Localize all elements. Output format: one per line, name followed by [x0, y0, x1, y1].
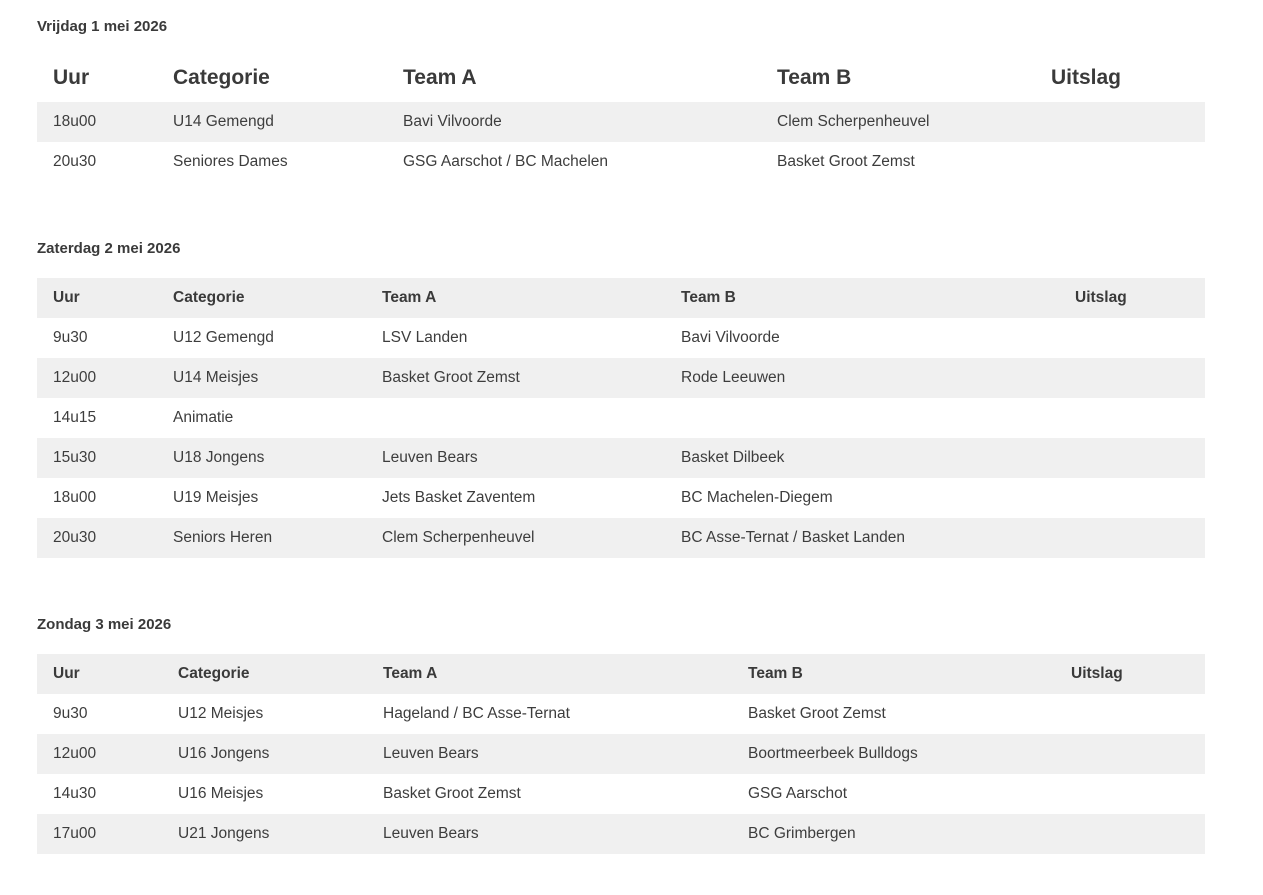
match-team-b: Boortmeerbeek Bulldogs: [748, 745, 918, 762]
schedule-table-friday: [37, 54, 1205, 182]
match-time: 12u00: [53, 745, 97, 762]
table-row: [37, 814, 1205, 854]
match-team-b: Basket Groot Zemst: [777, 153, 915, 170]
column-header-result: Uitslag: [1075, 289, 1127, 306]
match-result: [1075, 478, 1205, 518]
match-result: [1071, 734, 1205, 774]
match-time: 20u30: [53, 529, 97, 546]
match-team-b: Basket Groot Zemst: [748, 705, 886, 722]
table-row: [37, 438, 1205, 478]
match-category: U19 Meisjes: [173, 489, 259, 506]
match-category: U21 Jongens: [178, 825, 270, 842]
match-team-b: BC Machelen-Diegem: [681, 489, 833, 506]
match-result: [1075, 358, 1205, 398]
column-header-team-a: Team A: [383, 665, 438, 682]
table-header-row: [37, 278, 1205, 318]
match-team-b: GSG Aarschot: [748, 785, 848, 802]
table-header-row: [37, 654, 1205, 694]
schedule-table-sunday: [37, 654, 1205, 854]
day-title-friday: Vrijdag 1 mei 2026: [37, 18, 168, 35]
table-row: [37, 478, 1205, 518]
match-result: [1071, 774, 1205, 814]
table-row: [37, 358, 1205, 398]
match-time: 17u00: [53, 825, 97, 842]
match-result: [1075, 438, 1205, 478]
match-result: [1075, 318, 1205, 358]
match-team-b: BC Grimbergen: [748, 825, 856, 842]
match-team-a: Basket Groot Zemst: [382, 369, 520, 386]
table-row: [37, 518, 1205, 558]
match-team-a: Basket Groot Zemst: [383, 785, 521, 802]
match-team-a: LSV Landen: [382, 329, 468, 346]
match-time: 9u30: [53, 329, 88, 346]
match-result: [1075, 398, 1205, 438]
match-result: [1071, 814, 1205, 854]
match-category: U16 Jongens: [178, 745, 270, 762]
schedule-table-saturday: [37, 278, 1205, 558]
column-header-team-b: Team B: [748, 665, 803, 682]
day-title-sunday: Zondag 3 mei 2026: [37, 616, 172, 633]
table-row: [37, 774, 1205, 814]
match-time: 18u00: [53, 489, 97, 506]
match-team-a: Hageland / BC Asse-Ternat: [383, 705, 570, 722]
table-row: [37, 318, 1205, 358]
match-category: Seniores Dames: [173, 153, 288, 170]
match-time: 14u30: [53, 785, 97, 802]
match-team-a: GSG Aarschot / BC Machelen: [403, 153, 609, 170]
match-team-b: BC Asse-Ternat / Basket Landen: [681, 529, 906, 546]
match-team-a: Clem Scherpenheuvel: [382, 529, 535, 546]
match-time: 18u00: [53, 113, 97, 130]
column-header-team-b: Team B: [777, 66, 852, 89]
match-result: [1071, 694, 1205, 734]
match-category: U14 Gemengd: [173, 113, 274, 130]
match-time: 15u30: [53, 449, 97, 466]
column-header-result: Uitslag: [1051, 66, 1122, 89]
column-header-team-b: Team B: [681, 289, 736, 306]
match-category: U12 Gemengd: [173, 329, 274, 346]
column-header-category: Categorie: [173, 289, 245, 306]
column-header-category: Categorie: [178, 665, 250, 682]
match-team-b: [665, 398, 1075, 438]
match-time: 20u30: [53, 153, 97, 170]
table-row: [37, 734, 1205, 774]
column-header-time: Uur: [53, 66, 90, 89]
table-row: [37, 694, 1205, 734]
match-category: U18 Jongens: [173, 449, 265, 466]
match-category: U14 Meisjes: [173, 369, 259, 386]
match-result: [1051, 102, 1205, 142]
table-row: [37, 142, 1205, 182]
match-team-a: Bavi Vilvoorde: [403, 113, 502, 130]
match-team-b: Basket Dilbeek: [681, 449, 785, 466]
column-header-time: Uur: [53, 665, 80, 682]
match-result: [1051, 142, 1205, 182]
column-header-time: Uur: [53, 289, 80, 306]
day-title-saturday: Zaterdag 2 mei 2026: [37, 240, 181, 257]
match-team-a: Leuven Bears: [383, 745, 479, 762]
column-header-team-a: Team A: [382, 289, 437, 306]
match-time: 12u00: [53, 369, 97, 386]
match-team-a: Leuven Bears: [383, 825, 479, 842]
match-team-a: [366, 398, 665, 438]
table-row: [37, 102, 1205, 142]
match-category: U16 Meisjes: [178, 785, 264, 802]
match-team-b: Clem Scherpenheuvel: [777, 113, 930, 130]
match-category: U12 Meisjes: [178, 705, 264, 722]
column-header-category: Categorie: [173, 66, 270, 89]
match-result: [1075, 518, 1205, 558]
match-team-b: Rode Leeuwen: [681, 369, 786, 386]
match-time: 9u30: [53, 705, 88, 722]
column-header-team-a: Team A: [403, 66, 477, 89]
match-team-b: Bavi Vilvoorde: [681, 329, 780, 346]
match-category: Seniors Heren: [173, 529, 273, 546]
column-header-result: Uitslag: [1071, 665, 1123, 682]
match-time: 14u15: [53, 409, 97, 426]
table-row: [37, 398, 1205, 438]
match-team-a: Leuven Bears: [382, 449, 478, 466]
match-category: Animatie: [173, 409, 234, 426]
match-team-a: Jets Basket Zaventem: [382, 489, 536, 506]
table-header-row: [37, 54, 1205, 102]
